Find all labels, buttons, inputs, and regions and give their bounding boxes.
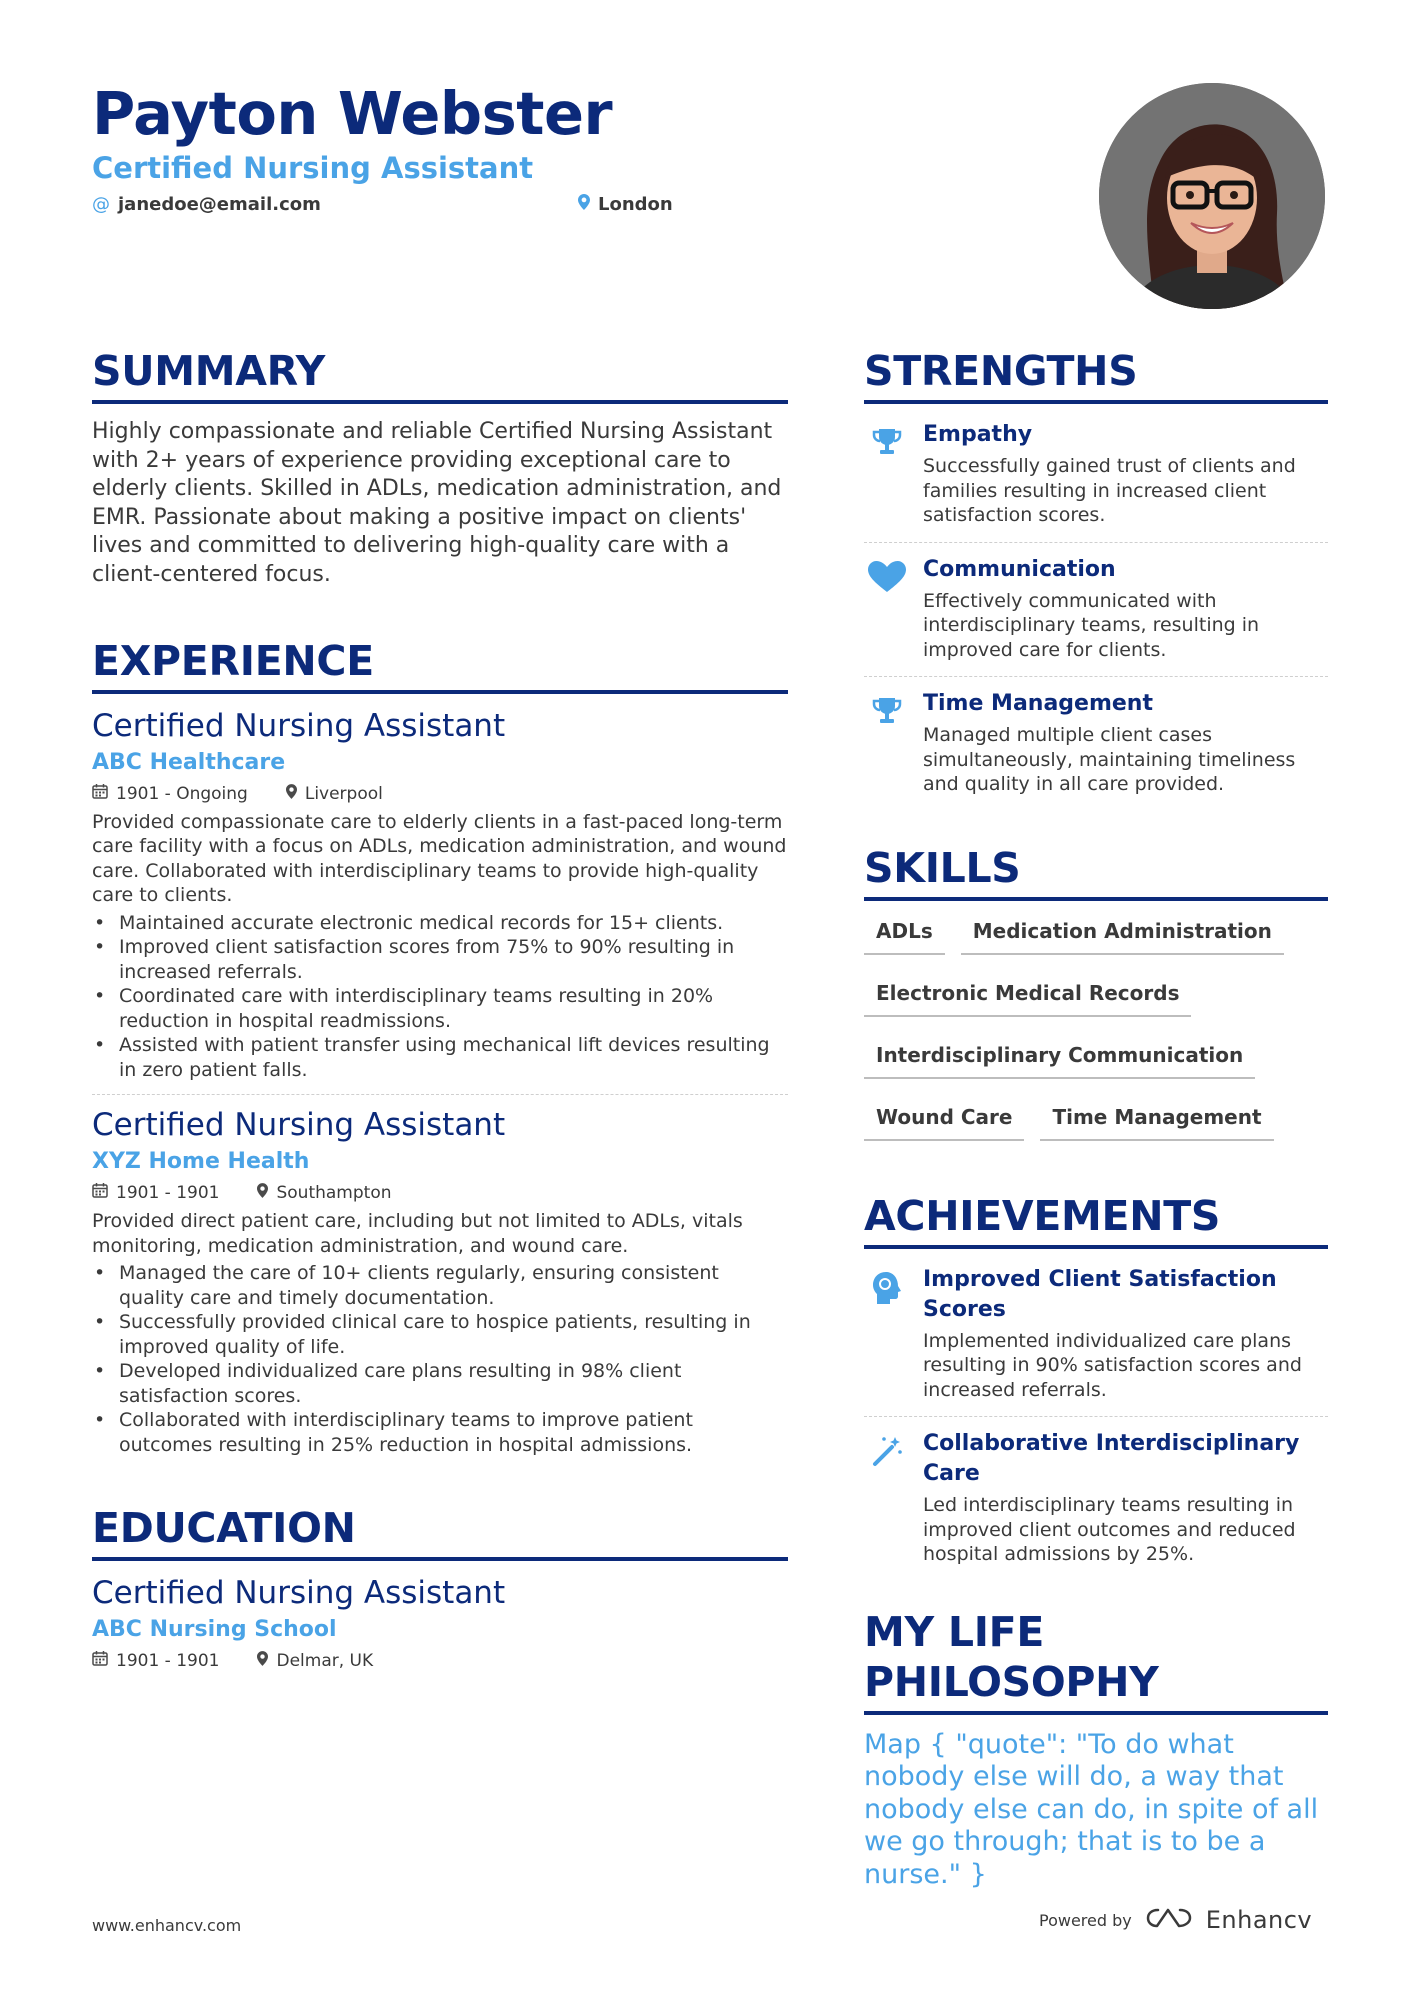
strength-desc: Managed multiple client cases simultaneously, maintaining timeliness and quality in all care provided. bbox=[923, 724, 1296, 795]
job-meta bbox=[92, 782, 788, 806]
strength-title: Communication bbox=[923, 556, 1116, 582]
degree-title: Certified Nursing Assistant bbox=[92, 1575, 506, 1612]
enhancv-logo-icon bbox=[1146, 1906, 1192, 1934]
education-dates: 1901 - 1901 bbox=[116, 1651, 220, 1672]
candidate-title: Certified Nursing Assistant bbox=[92, 151, 534, 185]
right-column bbox=[864, 346, 1328, 1891]
map-pin-icon bbox=[257, 1181, 268, 1205]
item-divider bbox=[864, 542, 1328, 543]
summary-section bbox=[92, 346, 788, 590]
skills-list bbox=[864, 915, 1328, 1141]
bullet-item: • Managed the care of 10+ clients regularly, ensuring consistent quality care and timely documentation. bbox=[92, 1261, 788, 1310]
calendar-icon bbox=[92, 1181, 108, 1205]
head-brain-icon bbox=[864, 1265, 909, 1403]
skill-tag: Interdisciplinary Communication bbox=[864, 1039, 1255, 1079]
achievement-title: Improved Client Satisfaction Scores bbox=[923, 1266, 1277, 1322]
magic-wand-icon bbox=[864, 1429, 909, 1567]
philosophy-heading: MY LIFE PHILOSOPHY bbox=[864, 1607, 1328, 1715]
skill-tag: Wound Care bbox=[864, 1101, 1024, 1141]
entry-divider bbox=[92, 1094, 788, 1095]
education-section bbox=[92, 1503, 788, 1673]
strength-item bbox=[864, 420, 1328, 528]
job-description: Provided compassionate care to elderly clients in a fast-paced long-term care facility with a focus on ADLs, medication administration, and wound care. Collaborated with interdisciplinary teams to provide high-quality care to clients. bbox=[92, 810, 787, 907]
job-title: Certified Nursing Assistant bbox=[92, 1107, 506, 1144]
job-meta bbox=[92, 1181, 788, 1205]
job-title: Certified Nursing Assistant bbox=[92, 707, 506, 744]
profile-photo bbox=[1099, 83, 1325, 309]
strength-item bbox=[864, 689, 1328, 797]
at-icon: @ bbox=[92, 194, 110, 215]
education-meta bbox=[92, 1649, 788, 1673]
strength-desc: Effectively communicated with interdisciplinary teams, resulting in improved care for clients. bbox=[923, 589, 1260, 661]
job-dates: 1901 - 1901 bbox=[116, 1183, 220, 1204]
contact-email[interactable] bbox=[92, 193, 321, 217]
candidate-name: Payton Webster bbox=[92, 79, 613, 148]
achievement-item bbox=[864, 1265, 1328, 1403]
bullet-item: • Maintained accurate electronic medical records for 15+ clients. bbox=[92, 911, 788, 936]
skill-tag: Electronic Medical Records bbox=[864, 977, 1191, 1017]
strength-title: Empathy bbox=[923, 422, 1033, 447]
trophy-icon bbox=[864, 689, 909, 797]
education-entry bbox=[92, 1573, 788, 1673]
calendar-icon bbox=[92, 782, 108, 806]
map-pin-icon bbox=[257, 1649, 268, 1673]
philosophy-quote: Map { "quote": "To do what nobody else will do, a way that nobody else can do, in spite of all we go through; that is to be a nurse." } bbox=[864, 1728, 1319, 1890]
experience-heading: EXPERIENCE bbox=[92, 636, 788, 694]
footer-website-link[interactable]: www.enhancv.com bbox=[92, 1916, 242, 1935]
skills-heading: SKILLS bbox=[864, 843, 1328, 901]
left-column bbox=[92, 346, 788, 1673]
item-divider bbox=[864, 676, 1328, 677]
bullet-item: • Collaborated with interdisciplinary teams to improve patient outcomes resulting in 25% reduction in hospital admissions. bbox=[92, 1408, 788, 1457]
summary-heading: SUMMARY bbox=[92, 346, 788, 404]
bullet-item: • Coordinated care with interdisciplinary teams resulting in 20% reduction in hospital readmissions. bbox=[92, 984, 788, 1033]
summary-text: Highly compassionate and reliable Certified Nursing Assistant with 2+ years of experience providing exceptional care to elderly clients. Skilled in ADLs, medication administration, and EMR. Passionate about making a positive impact on clients' lives and committed to delivering high-quality care with a client-centered focus. bbox=[92, 419, 782, 587]
email-text: janedoe@email.com bbox=[118, 194, 321, 215]
skill-tag: ADLs bbox=[864, 915, 945, 955]
brand-name: Enhancv bbox=[1205, 1906, 1313, 1934]
bullet-item: • Assisted with patient transfer using mechanical lift devices resulting in zero patient falls. bbox=[92, 1033, 788, 1082]
achievement-title: Collaborative Interdisciplinary Care bbox=[923, 1431, 1300, 1486]
location-text: London bbox=[598, 194, 673, 215]
strength-title: Time Management bbox=[923, 691, 1153, 716]
achievement-desc: Implemented individualized care plans resulting in 90% satisfaction scores and increased referrals. bbox=[923, 1329, 1302, 1401]
education-heading: EDUCATION bbox=[92, 1503, 788, 1561]
strength-item bbox=[864, 555, 1328, 663]
company-name: XYZ Home Health bbox=[92, 1149, 310, 1175]
achievement-desc: Led interdisciplinary teams resulting in improved client outcomes and reduced hospital admissions by 25%. bbox=[923, 1494, 1296, 1565]
job-location: Southampton bbox=[276, 1183, 392, 1204]
job-location: Liverpool bbox=[304, 783, 383, 804]
heart-icon bbox=[864, 555, 909, 663]
footer-branding[interactable] bbox=[1039, 1906, 1312, 1934]
achievements-section bbox=[864, 1191, 1328, 1567]
powered-by-label: Powered by bbox=[1039, 1910, 1132, 1930]
experience-entry bbox=[92, 1105, 788, 1457]
map-pin-icon bbox=[578, 193, 590, 217]
education-location: Delmar, UK bbox=[276, 1651, 374, 1672]
map-pin-icon bbox=[286, 782, 297, 806]
strength-desc: Successfully gained trust of clients and families resulting in increased client satisfaction scores. bbox=[923, 455, 1296, 526]
achievement-item bbox=[864, 1429, 1328, 1567]
job-description: Provided direct patient care, including but not limited to ADLs, vitals monitoring, medication administration, and wound care. bbox=[92, 1210, 743, 1257]
skill-tag: Time Management bbox=[1040, 1101, 1273, 1141]
skills-section bbox=[864, 843, 1328, 1141]
strengths-section bbox=[864, 346, 1328, 797]
strengths-heading: STRENGTHS bbox=[864, 346, 1328, 404]
bullet-item: • Improved client satisfaction scores from 75% to 90% resulting in increased referrals. bbox=[92, 935, 788, 984]
job-bullets bbox=[92, 911, 788, 1083]
company-name: ABC Healthcare bbox=[92, 749, 286, 775]
bullet-item: • Developed individualized care plans resulting in 98% client satisfaction scores. bbox=[92, 1359, 788, 1408]
philosophy-section bbox=[864, 1607, 1328, 1892]
job-bullets bbox=[92, 1261, 788, 1457]
experience-entry bbox=[92, 706, 788, 1083]
job-dates: 1901 - Ongoing bbox=[116, 783, 248, 804]
school-name: ABC Nursing School bbox=[92, 1617, 337, 1643]
item-divider bbox=[864, 1416, 1328, 1417]
trophy-icon bbox=[864, 420, 909, 528]
bullet-item: • Successfully provided clinical care to hospice patients, resulting in improved quality of life. bbox=[92, 1310, 788, 1359]
calendar-icon bbox=[92, 1649, 108, 1673]
achievements-heading: ACHIEVEMENTS bbox=[864, 1191, 1328, 1249]
experience-section bbox=[92, 636, 788, 1458]
skill-tag: Medication Administration bbox=[961, 915, 1284, 955]
contact-location bbox=[578, 193, 673, 217]
